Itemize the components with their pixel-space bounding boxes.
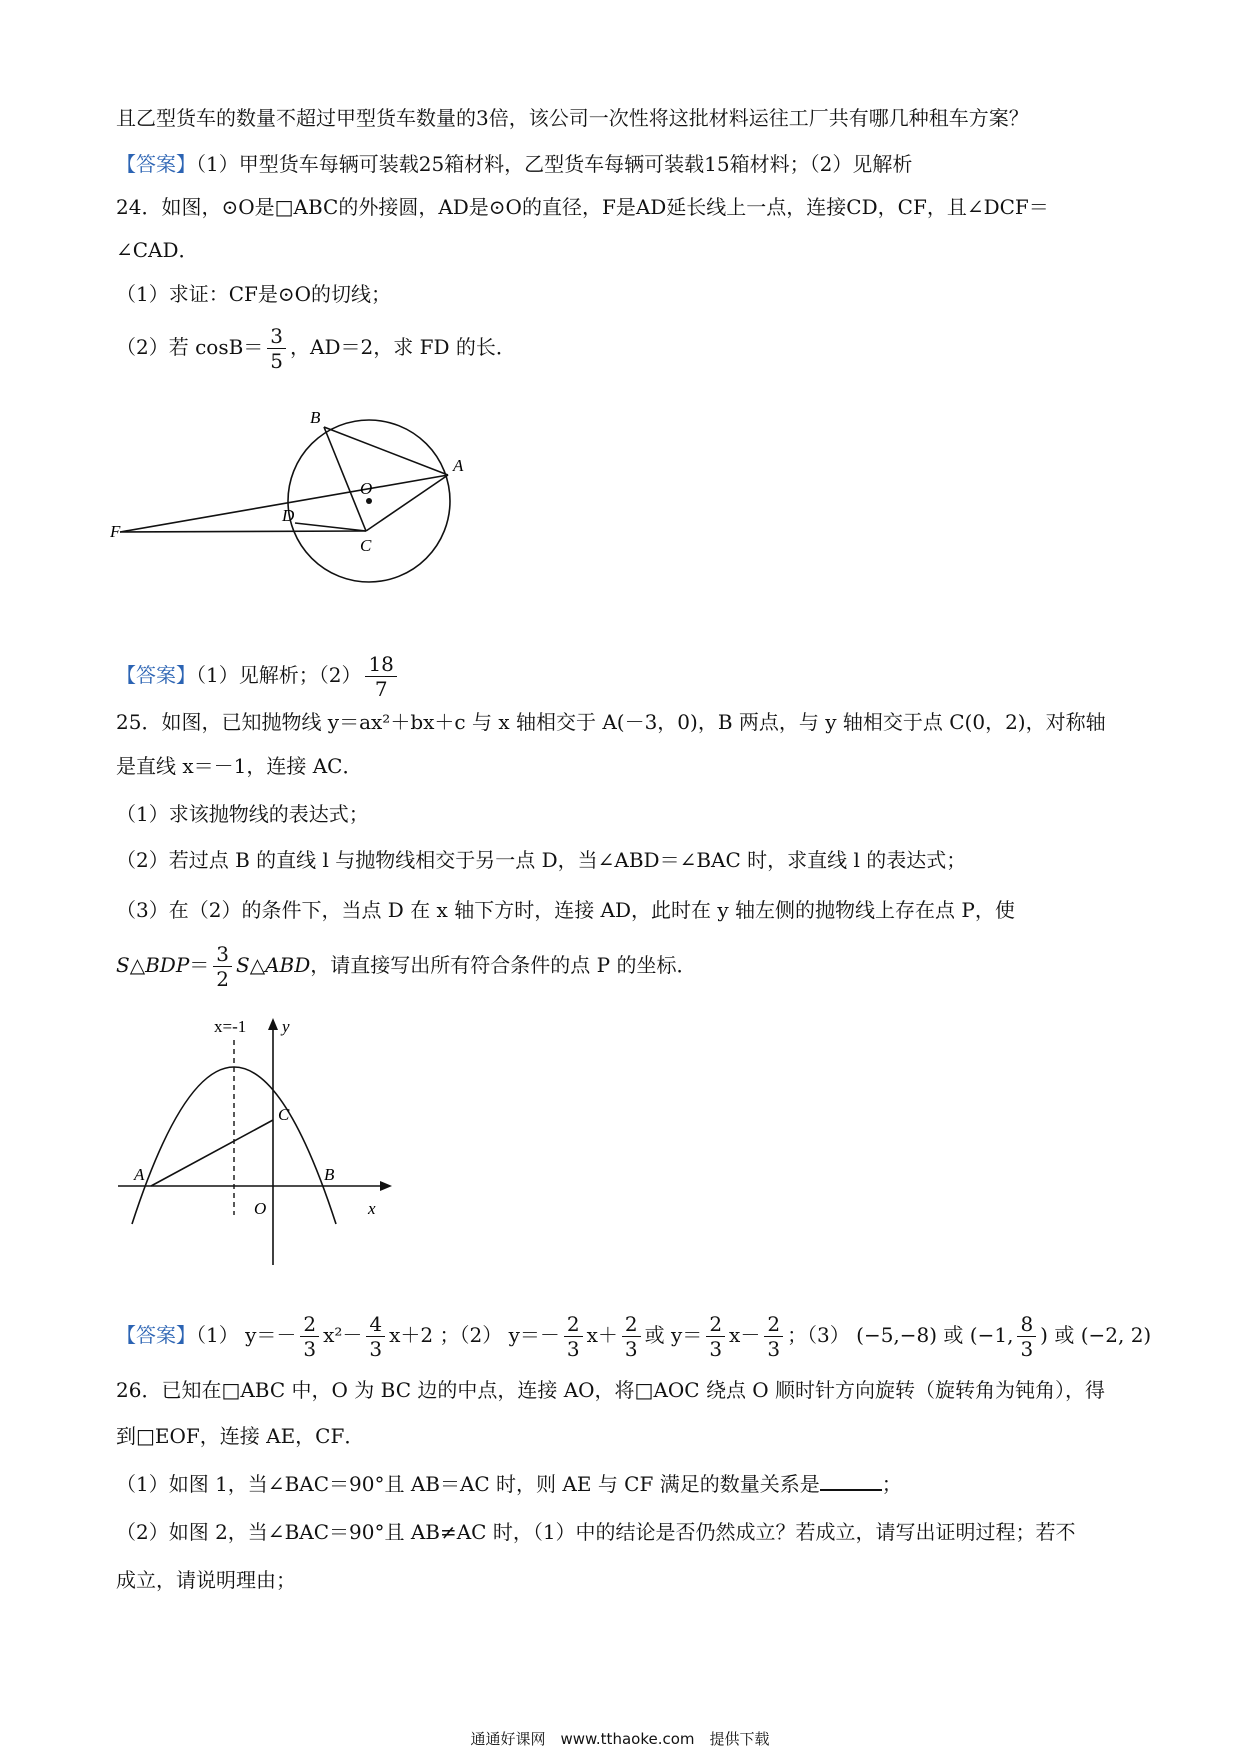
figure-25-parabola bbox=[110, 1010, 410, 1280]
question-25-part1: （1）求该抛物线的表达式； bbox=[116, 802, 369, 826]
fraction-numerator: 2 bbox=[764, 1312, 783, 1337]
equals-sign: ＝ bbox=[189, 953, 210, 977]
answer-tag: 【答案】 bbox=[116, 1323, 196, 1347]
fraction-cosB bbox=[267, 324, 286, 373]
fraction-denominator: 3 bbox=[624, 1337, 638, 1361]
ans25-seg5: 或 y＝ bbox=[644, 1323, 703, 1347]
fraction-numerator: 3 bbox=[213, 942, 232, 967]
label-C: C bbox=[360, 536, 372, 555]
fraction-18-7 bbox=[365, 652, 396, 701]
fraction-2-3 bbox=[764, 1312, 783, 1361]
label-x: x bbox=[368, 1199, 376, 1218]
fraction-4-3 bbox=[366, 1312, 385, 1361]
answer-tag: 【答案】 bbox=[116, 152, 196, 176]
fraction-2-3 bbox=[622, 1312, 641, 1361]
label-F: F bbox=[110, 522, 121, 541]
ans25-seg2: x²－ bbox=[323, 1323, 363, 1347]
label-O: O bbox=[360, 479, 373, 498]
area-bdp: S△BDP bbox=[116, 953, 190, 977]
fraction-numerator: 3 bbox=[267, 324, 286, 349]
answer-25 bbox=[116, 1312, 1151, 1361]
question-24-line1: 24．如图，⊙O是□ABC的外接圆，AD是⊙O的直径，F是AD延长线上一点，连接CD，CF，且∠DCF＝ bbox=[116, 195, 1049, 219]
q24-p2-prefix: （2）若 cosB＝ bbox=[116, 335, 264, 359]
answer-24-body: （1）见解析；（2） bbox=[196, 663, 362, 687]
q25-p3b-rest: ，请直接写出所有符合条件的点 P 的坐标． bbox=[310, 953, 697, 977]
ans25-seg7: ；（3） (−5,−8) 或 (−1, bbox=[787, 1323, 1014, 1347]
ans25-seg8: ) 或 (−2, 2) bbox=[1040, 1323, 1152, 1347]
fraction-denominator: 3 bbox=[767, 1337, 781, 1361]
question-26-part2: （2）如图 2，当∠BAC＝90°且 AB≠AC 时，（1）中的结论是否仍然成立？若成立，请写出证明过程；若不 bbox=[116, 1520, 1076, 1544]
question-26-part2-b: 成立，请说明理由； bbox=[116, 1568, 296, 1592]
label-A: A bbox=[134, 1165, 145, 1184]
answer-23-body: （1）甲型货车每辆可装载25箱材料，乙型货车每辆可装载15箱材料；（2）见解析 bbox=[196, 152, 913, 176]
fraction-numerator: 2 bbox=[706, 1312, 725, 1337]
ans25-seg4: x＋ bbox=[586, 1323, 618, 1347]
question-24-line2: ∠CAD． bbox=[116, 238, 199, 262]
question-25-part2: （2）若过点 B 的直线 l 与抛物线相交于另一点 D，当∠ABD＝∠BAC 时，求直线 l 的表达式； bbox=[116, 848, 967, 872]
q24-p2-suffix: ，AD＝2，求 FD 的长． bbox=[290, 335, 516, 359]
ans25-seg1: （1） y＝－ bbox=[196, 1323, 297, 1347]
question-23-tail: 且乙型货车的数量不超过甲型货车数量的3倍，该公司一次性将这批材料运往工厂共有哪几种租车方案？ bbox=[116, 106, 1029, 130]
q26-p1-text: （1）如图 1，当∠BAC＝90°且 AB＝AC 时，则 AE 与 CF 满足的数量关系是 bbox=[116, 1472, 820, 1496]
fraction-denominator: 5 bbox=[270, 349, 284, 373]
question-26-part1 bbox=[116, 1470, 902, 1498]
question-25-part3-b bbox=[116, 942, 696, 991]
question-25-line1: 25．如图，已知抛物线 y＝ax²＋bx＋c 与 x 轴相交于 A(－3，0)，B 两点，与 y 轴相交于点 C(0，2)，对称轴 bbox=[116, 710, 1106, 734]
question-24-part2 bbox=[116, 324, 516, 373]
label-axis: x=-1 bbox=[214, 1017, 247, 1036]
answer-23 bbox=[116, 150, 912, 178]
ans25-seg3: x＋2 ；（2） y＝－ bbox=[389, 1323, 560, 1347]
label-B: B bbox=[324, 1165, 335, 1184]
fraction-denominator: 3 bbox=[303, 1337, 317, 1361]
fraction-denominator: 3 bbox=[1020, 1337, 1034, 1361]
label-C: C bbox=[278, 1105, 290, 1124]
area-abd: S△ABD bbox=[236, 953, 311, 977]
fraction-denominator: 2 bbox=[216, 967, 230, 991]
label-y: y bbox=[282, 1017, 290, 1036]
fraction-denominator: 3 bbox=[369, 1337, 383, 1361]
figure-24-circle bbox=[110, 405, 530, 625]
page-footer: 通通好课网 www.tthaoke.com 提供下载 bbox=[470, 1730, 770, 1748]
label-D: D bbox=[282, 506, 295, 525]
answer-24 bbox=[116, 652, 401, 701]
fraction-denominator: 3 bbox=[709, 1337, 723, 1361]
label-B: B bbox=[310, 408, 321, 427]
fraction-numerator: 8 bbox=[1017, 1312, 1036, 1337]
fraction-numerator: 2 bbox=[300, 1312, 319, 1337]
question-24-part1: （1）求证：CF是⊙O的切线； bbox=[116, 282, 392, 306]
question-25-part3: （3）在（2）的条件下，当点 D 在 x 轴下方时，连接 AD，此时在 y 轴左侧的抛物线上存在点 P，使 bbox=[116, 898, 1015, 922]
q26-p1-end: ； bbox=[881, 1472, 902, 1496]
fraction-2-3 bbox=[706, 1312, 725, 1361]
ans25-seg6: x－ bbox=[729, 1323, 761, 1347]
answer-tag: 【答案】 bbox=[116, 663, 196, 687]
fraction-numerator: 2 bbox=[564, 1312, 583, 1337]
fraction-2-3 bbox=[564, 1312, 583, 1361]
fraction-2-3 bbox=[300, 1312, 319, 1361]
fraction-3-2 bbox=[213, 942, 232, 991]
fraction-numerator: 4 bbox=[366, 1312, 385, 1337]
question-26-line1: 26．已知在□ABC 中，O 为 BC 边的中点，连接 AO，将□AOC 绕点 O 顺时针方向旋转（旋转角为钝角），得 bbox=[116, 1378, 1106, 1402]
fraction-numerator: 18 bbox=[365, 652, 396, 677]
fraction-denominator: 3 bbox=[566, 1337, 580, 1361]
question-25-line2: 是直线 x＝－1，连接 AC． bbox=[116, 754, 363, 778]
question-26-line2: 到□EOF，连接 AE，CF． bbox=[116, 1424, 365, 1448]
label-O: O bbox=[254, 1199, 267, 1218]
answer-blank[interactable] bbox=[820, 1489, 882, 1491]
label-A: A bbox=[453, 456, 464, 475]
fraction-8-3 bbox=[1017, 1312, 1036, 1361]
fraction-denominator: 7 bbox=[374, 677, 388, 701]
fraction-numerator: 2 bbox=[622, 1312, 641, 1337]
